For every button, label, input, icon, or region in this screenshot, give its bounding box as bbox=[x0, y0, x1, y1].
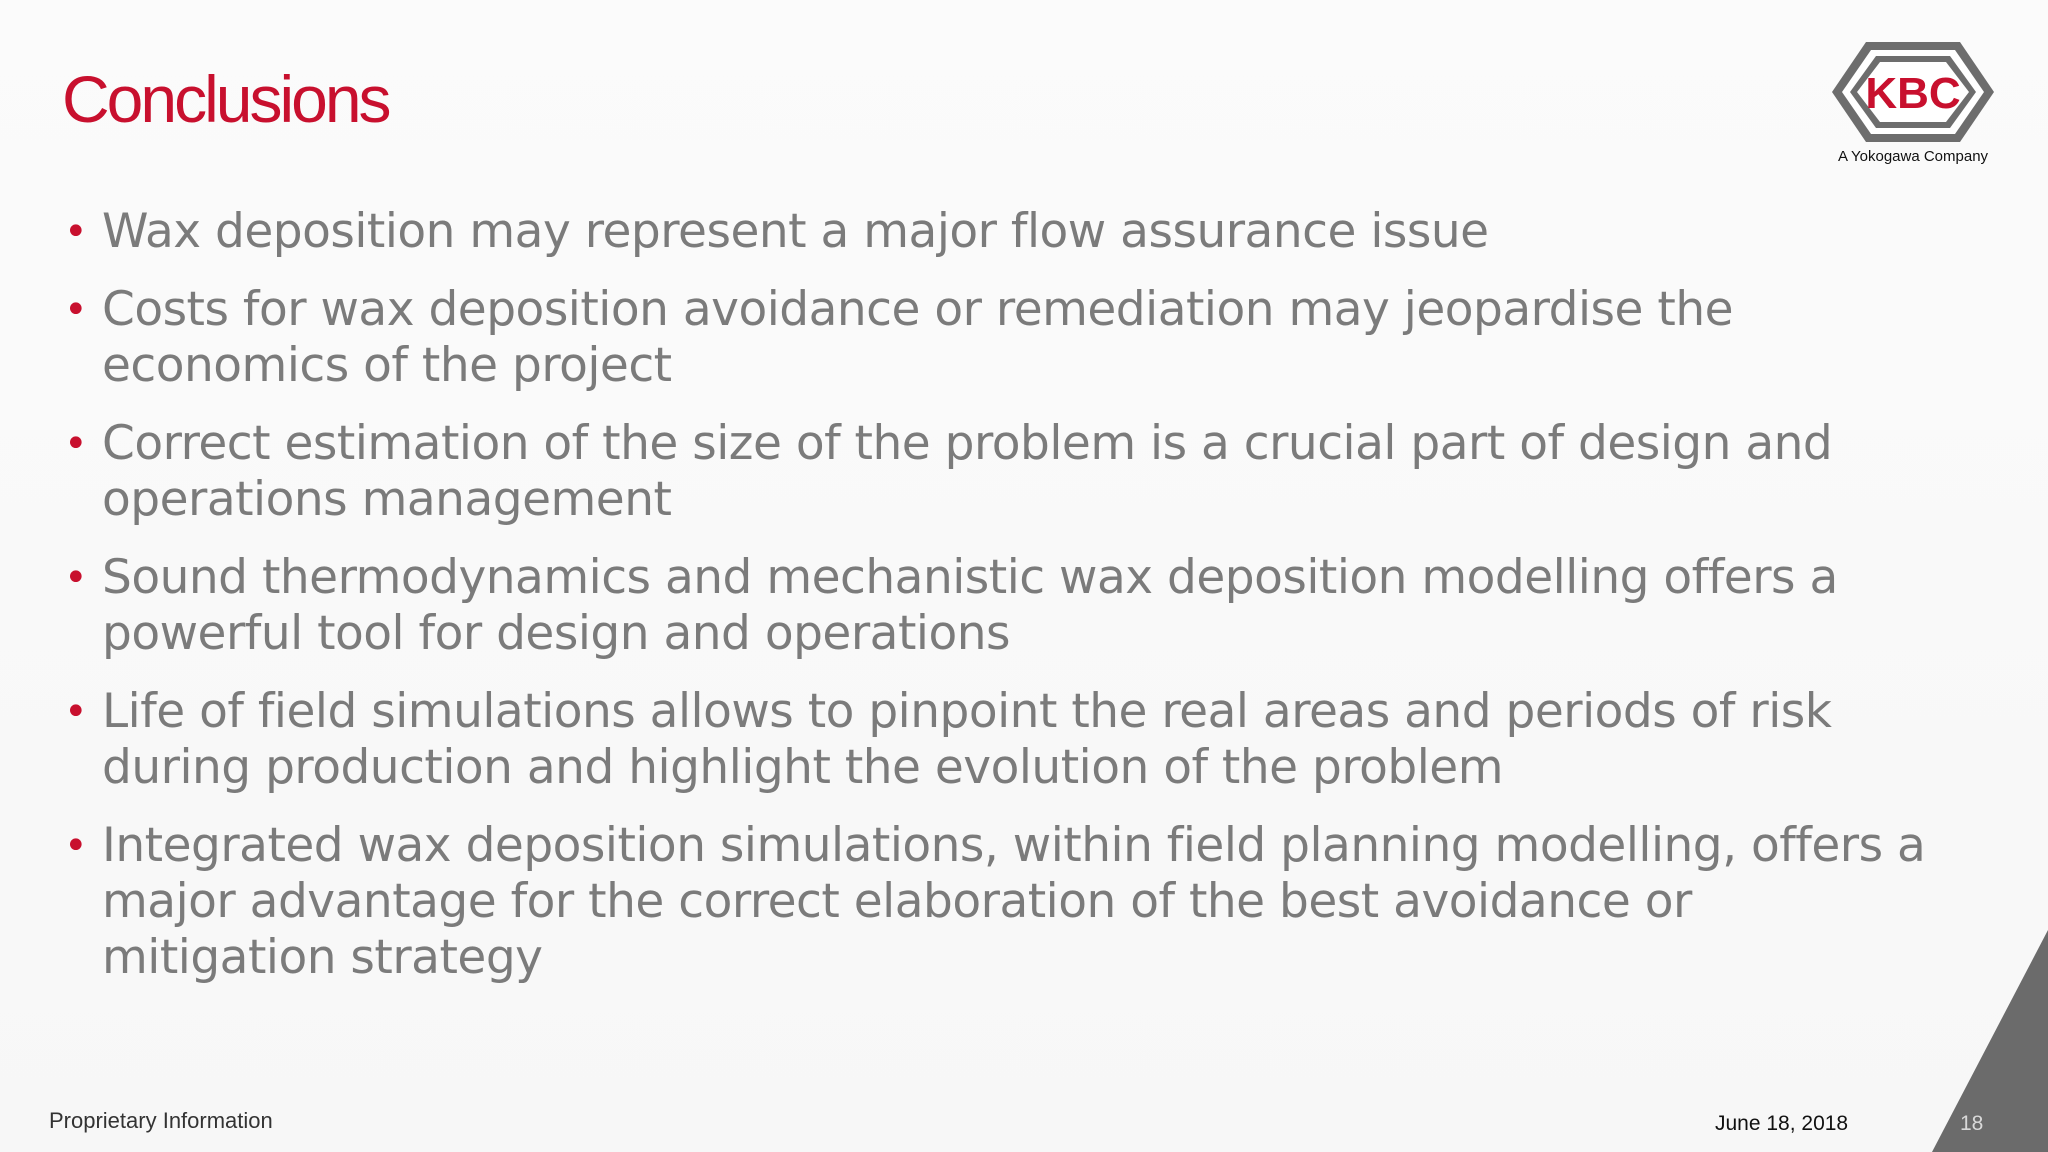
bullet-icon: • bbox=[64, 823, 88, 869]
bullet-text: Costs for wax deposition avoidance or remediation may jeopardise the economics of the project bbox=[102, 282, 1734, 393]
logo-tagline: A Yokogawa Company bbox=[1837, 148, 1989, 165]
bullet-text: Correct estimation of the size of the problem is a crucial part of design and operations management bbox=[102, 416, 1833, 527]
bullet-icon: • bbox=[64, 209, 88, 255]
bullet-icon: • bbox=[64, 689, 88, 735]
bullet-text: Wax deposition may represent a major flow assurance issue bbox=[102, 204, 1489, 259]
bullet-icon: • bbox=[64, 421, 88, 467]
slide-title: Conclusions bbox=[62, 62, 389, 136]
corner-triangle bbox=[1932, 930, 2048, 1152]
bullet-text: Integrated wax deposition simulations, within field planning modelling, offers a major advantage for the correct elaboration of the best avoidance or mitigation strategy bbox=[102, 818, 1926, 985]
bullet-icon: • bbox=[64, 555, 88, 601]
bullet-icon: • bbox=[64, 287, 88, 333]
logo-letters: KBC bbox=[1865, 69, 1961, 118]
bullet-text: Life of field simulations allows to pinpoint the real areas and periods of risk during production and highlight the evolution of the problem bbox=[102, 684, 1832, 795]
page-number: 18 bbox=[1960, 1112, 1984, 1135]
proprietary-label: Proprietary Information bbox=[49, 1108, 273, 1133]
bullet-text: Sound thermodynamics and mechanistic wax deposition modelling offers a powerful tool for design and operations bbox=[102, 550, 1838, 661]
slide-date: June 18, 2018 bbox=[1715, 1112, 1849, 1135]
